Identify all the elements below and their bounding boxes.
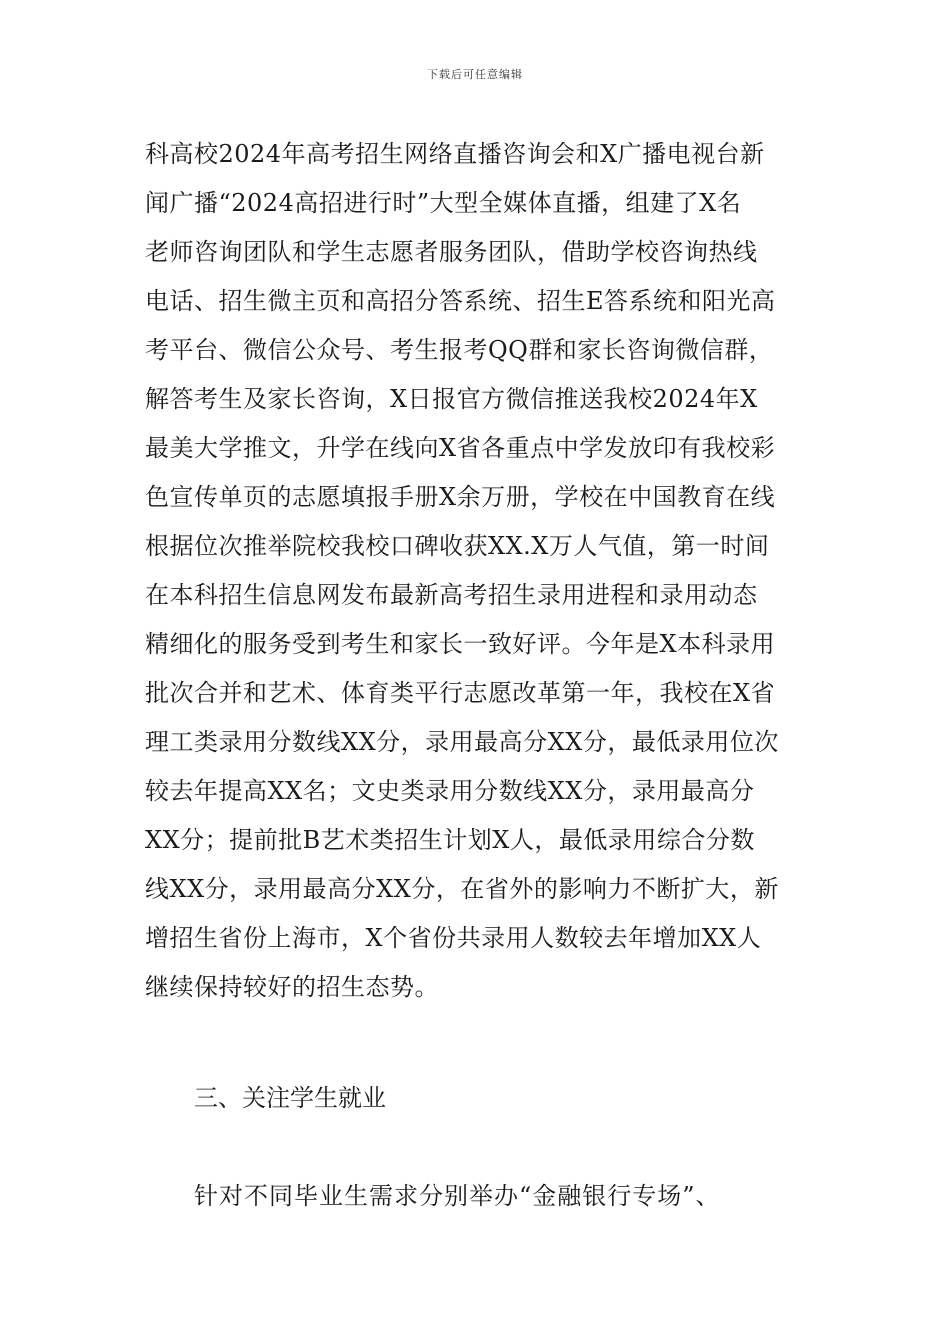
body-paragraph bbox=[145, 130, 810, 1012]
page-header-note: 下载后可任意编辑 bbox=[427, 68, 523, 81]
paragraph-line: 老师咨询团队和学生志愿者服务团队，借助学校咨询热线 bbox=[145, 238, 758, 266]
paragraph-line: 理工类录用分数线XX分，录用最高分XX分，最低录用位次 bbox=[145, 728, 779, 756]
paragraph-line: 科高校2024年高考招生网络直播咨询会和X广播电视台新 bbox=[145, 140, 765, 168]
paragraph-line: 较去年提高XX名；文史类录用分数线XX分，录用最高分 bbox=[145, 777, 755, 805]
paragraph-line: 继续保持较好的招生态势。 bbox=[145, 973, 439, 1001]
paragraph-line: 增招生省份上海市，X个省份共录用人数较去年增加XX人 bbox=[145, 924, 762, 952]
paragraph-line: 线XX分，录用最高分XX分，在省外的影响力不断扩大，新 bbox=[145, 875, 779, 903]
paragraph-line: 电话、招生微主页和高招分答系统、招生E答系统和阳光高 bbox=[145, 287, 776, 315]
paragraph-line: 闻广播“2024高招进行时”大型全媒体直播，组建了X名 bbox=[145, 189, 742, 217]
paragraph-line: 色宣传单页的志愿填报手册X余万册，学校在中国教育在线 bbox=[145, 483, 776, 511]
paragraph-line: 精细化的服务受到考生和家长一致好评。今年是X本科录用 bbox=[145, 630, 776, 658]
paragraph-line: 批次合并和艺术、体育类平行志愿改革第一年，我校在X省 bbox=[145, 679, 776, 707]
section-heading: 三、关注学生就业 bbox=[194, 1084, 386, 1112]
paragraph-line: XX分；提前批B艺术类招生计划X人，最低录用综合分数 bbox=[145, 826, 755, 854]
next-paragraph-line: 针对不同毕业生需求分别举办“金融银行专场”、 bbox=[194, 1182, 721, 1210]
paragraph-line: 考平台、微信公众号、考生报考QQ群和家长咨询微信群， bbox=[145, 336, 774, 364]
paragraph-line: 在本科招生信息网发布最新高考招生录用进程和录用动态 bbox=[145, 581, 758, 609]
paragraph-line: 解答考生及家长咨询，X日报官方微信推送我校2024年X bbox=[145, 385, 758, 413]
paragraph-line: 根据位次推举院校我校口碑收获XX.X万人气值，第一时间 bbox=[145, 532, 770, 560]
paragraph-line: 最美大学推文，升学在线向X省各重点中学发放印有我校彩 bbox=[145, 434, 776, 462]
